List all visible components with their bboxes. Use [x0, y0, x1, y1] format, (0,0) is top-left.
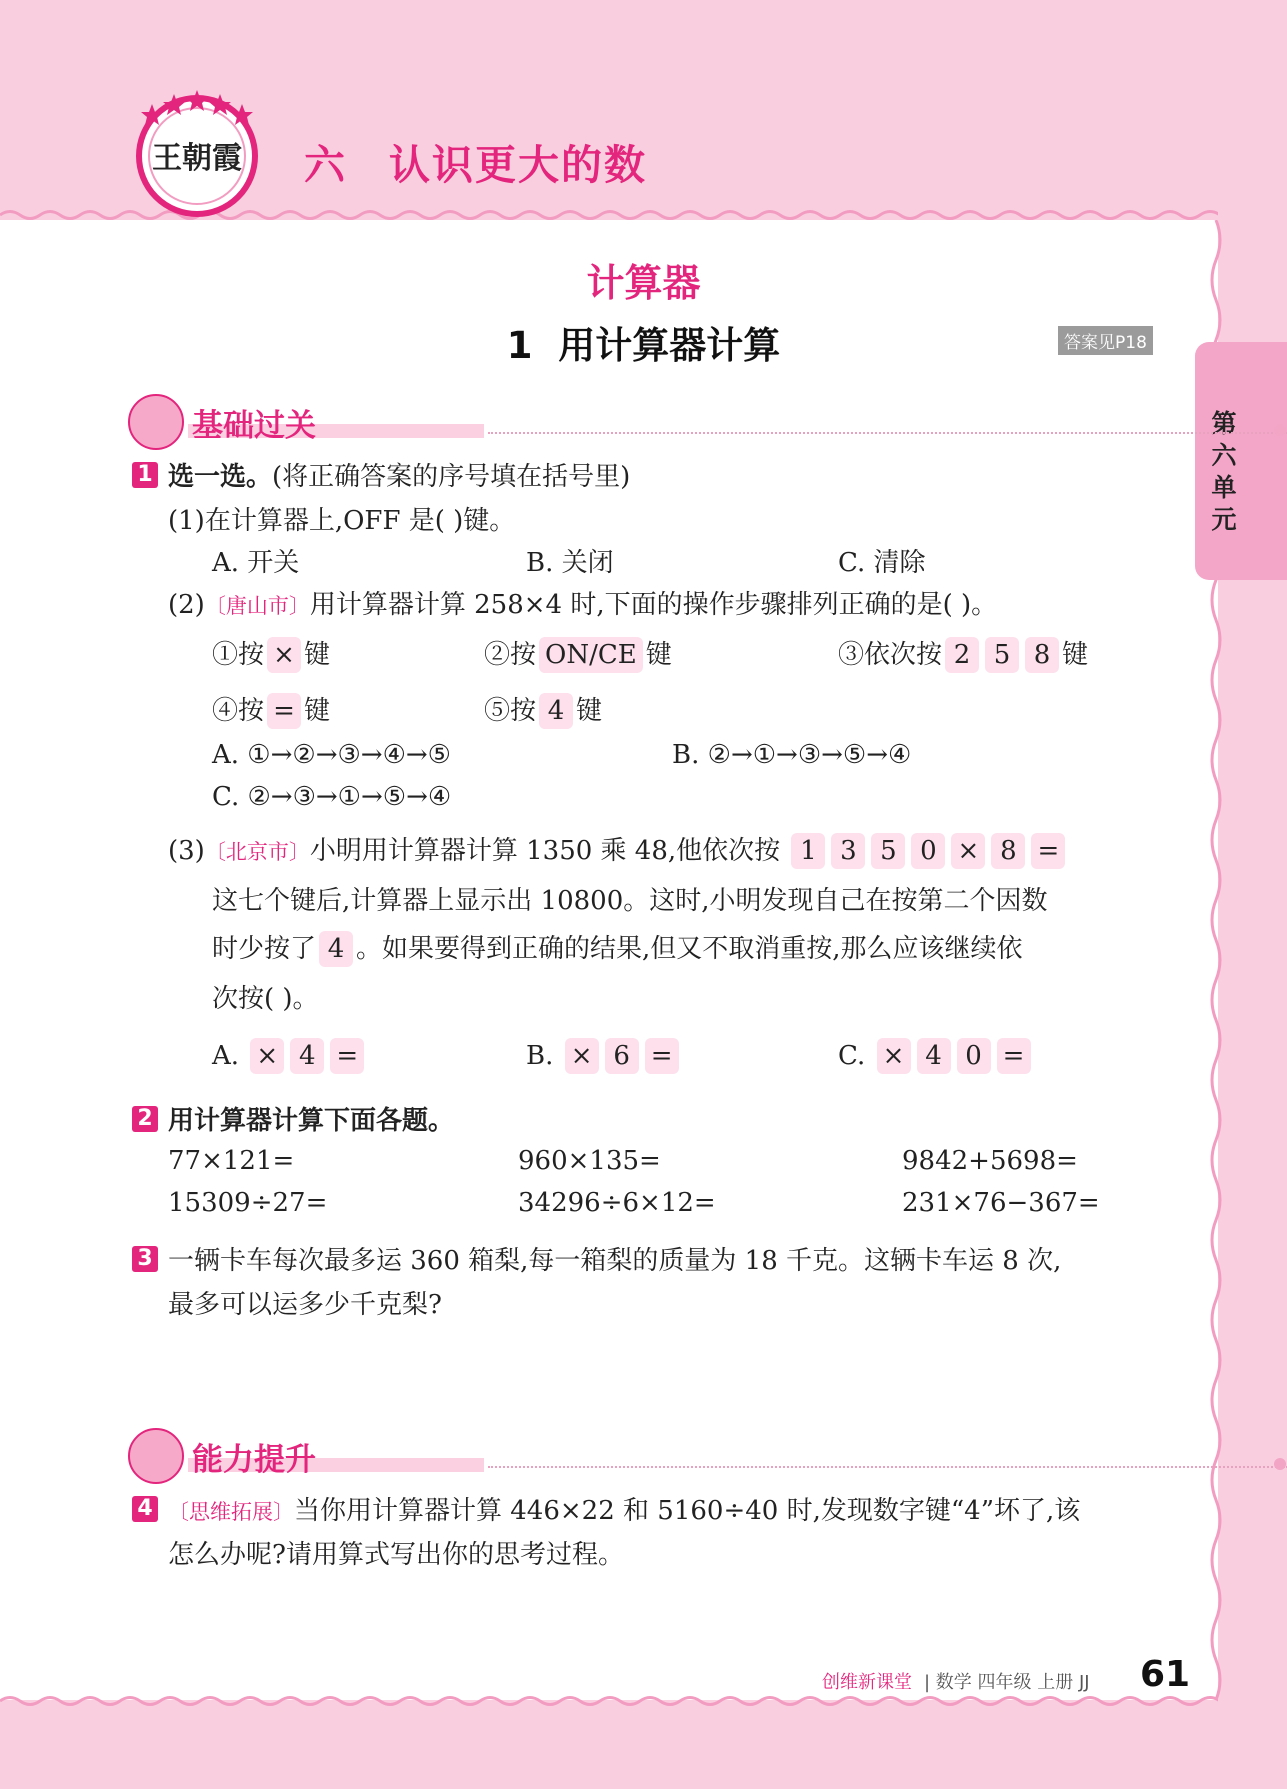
q1-part3-option-c[interactable] [838, 1038, 1034, 1074]
q1-part3-option-b[interactable] [526, 1038, 682, 1074]
q1-part2-step3 [838, 634, 1088, 673]
question-2-number: 2 [132, 1106, 158, 1132]
key-8: 8 [991, 833, 1025, 869]
key-0: 0 [911, 833, 945, 869]
line3-post: 。如果要得到正确的结果,但又不取消重按,那么应该继续依 [356, 934, 1023, 964]
q1-part2-source: 〔唐山市〕 [204, 594, 310, 618]
chapter-heading [304, 132, 647, 191]
footer-book-info: 数学 四年级 上册 JJ [935, 1672, 1090, 1693]
chapter-title: 认识更大的数 [389, 141, 647, 189]
question-4-line1 [168, 1490, 1080, 1527]
q1-part1-option-b[interactable]: B. 关闭 [526, 548, 614, 578]
on-ce-key: ON/CE [539, 637, 643, 673]
equals-key: = [330, 1038, 364, 1074]
lesson-name: 用计算器计算 [558, 324, 781, 367]
key-4: 4 [319, 931, 353, 967]
q1-part2-step1 [212, 634, 330, 673]
calc-item: 15309÷27= [168, 1188, 328, 1218]
equals-key: = [267, 693, 301, 729]
digit-key: 4 [539, 693, 573, 729]
section-title: 计算器 [586, 261, 701, 305]
q1-part1-option-a[interactable]: A. 开关 [212, 548, 300, 578]
key-4: 4 [290, 1038, 324, 1074]
equals-key: = [997, 1038, 1031, 1074]
question-1-heading [168, 456, 630, 493]
q1-part2-option-b[interactable]: B. ②→①→③→⑤→④ [672, 740, 912, 770]
multiply-key: × [267, 637, 301, 673]
q1-part3-prefix: (3) [168, 836, 205, 866]
digit-key: 5 [985, 637, 1019, 673]
question-4-line2: 怎么办呢?请用算式写出你的思考过程。 [168, 1540, 624, 1570]
lesson-number: 1 [506, 324, 533, 367]
question-1-title: 选一选。 [168, 462, 273, 492]
option-a-label: A. [212, 1041, 240, 1071]
logo-text: 王朝霞 [152, 141, 242, 176]
step3-label: ③依次按 [838, 640, 943, 670]
multiply-key: × [250, 1038, 284, 1074]
q1-part3-source: 〔北京市〕 [204, 840, 310, 864]
key-0: 0 [957, 1038, 991, 1074]
step1-suffix: 键 [304, 640, 331, 670]
q1-part3-line4: 次按( )。 [212, 984, 319, 1014]
multiply-key: × [951, 833, 985, 869]
q1-part3-line2: 这七个键后,计算器上显示出 10800。这时,小明发现自己在按第二个因数 [212, 886, 1048, 916]
bottom-wave-border [0, 1694, 1218, 1708]
calc-item: 9842+5698= [902, 1146, 1078, 1176]
key-1: 1 [791, 833, 825, 869]
equals-key: = [1031, 833, 1065, 869]
option-c-label: C. [838, 1041, 866, 1071]
question-3-number: 3 [132, 1246, 158, 1272]
step4-label: ④按 [212, 696, 265, 726]
line3-pre: 时少按了 [212, 934, 317, 964]
calc-item: 231×76−367= [902, 1188, 1100, 1218]
step2-label: ②按 [484, 640, 537, 670]
advanced-banner [128, 1428, 1287, 1480]
equals-key: = [645, 1038, 679, 1074]
footer-brand: 创维新课堂 [822, 1672, 912, 1693]
key-4: 4 [917, 1038, 951, 1074]
q1-part1-stem: (1)在计算器上,OFF 是( )键。 [168, 506, 516, 536]
q4-source: 〔思维拓展〕 [168, 1500, 294, 1524]
unit-side-tab-label: 第六单元 [1211, 409, 1237, 534]
calc-item: 960×135= [518, 1146, 661, 1176]
q1-part2-option-c[interactable]: C. ②→③→①→⑤→④ [212, 782, 452, 812]
question-1-number: 1 [132, 462, 158, 488]
question-3-line2: 最多可以运多少千克梨? [168, 1290, 442, 1320]
step5-suffix: 键 [576, 696, 603, 726]
step2-suffix: 键 [645, 640, 672, 670]
q1-part2-stem [168, 584, 997, 621]
answer-reference: 答案见P18 [1058, 326, 1153, 355]
question-3-line1: 一辆卡车每次最多运 360 箱梨,每一箱梨的质量为 18 千克。这辆卡车运 8 次, [168, 1246, 1062, 1276]
question-2-title: 用计算器计算下面各题。 [168, 1106, 455, 1136]
girl-face-icon [128, 1428, 184, 1484]
q1-part2-text: 用计算器计算 258×4 时,下面的操作步骤排列正确的是( )。 [309, 590, 998, 620]
key-6: 6 [605, 1038, 639, 1074]
digit-key: 8 [1025, 637, 1059, 673]
q1-part1-option-c[interactable]: C. 清除 [838, 548, 926, 578]
multiply-key: × [877, 1038, 911, 1074]
multiply-key: × [565, 1038, 599, 1074]
option-b-label: B. [526, 1041, 554, 1071]
q1-part3-line3 [212, 928, 1023, 967]
q1-part3-text: 小明用计算器计算 1350 乘 48,他依次按 [309, 836, 781, 866]
q1-part2-step4 [212, 690, 330, 729]
q1-part2-step5 [484, 690, 602, 729]
step3-suffix: 键 [1062, 640, 1089, 670]
q1-part2-option-a[interactable]: A. ①→②→③→④→⑤ [212, 740, 451, 770]
q1-part2-prefix: (2) [168, 590, 205, 620]
question-1-note: (将正确答案的序号填在括号里) [272, 462, 631, 492]
q4-text: 当你用计算器计算 446×22 和 5160÷40 时,发现数字键“4”坏了,该 [294, 1496, 1081, 1526]
q1-part2-step2 [484, 634, 672, 673]
q1-part3-option-a[interactable] [212, 1038, 367, 1074]
page-number: 61 [1140, 1654, 1191, 1695]
calc-item: 34296÷6×12= [518, 1188, 716, 1218]
step4-suffix: 键 [304, 696, 331, 726]
key-5: 5 [871, 833, 905, 869]
q1-part3-line1 [168, 830, 1068, 869]
basic-banner [128, 394, 1287, 446]
brand-logo [132, 88, 262, 218]
digit-key: 2 [945, 637, 979, 673]
step5-label: ⑤按 [484, 696, 537, 726]
calc-item: 77×121= [168, 1146, 295, 1176]
key-3: 3 [831, 833, 865, 869]
girl-face-icon [128, 394, 184, 450]
basic-banner-title: 基础过关 [192, 408, 316, 444]
footer-info: | 数学 四年级 上册 JJ [924, 1672, 1090, 1693]
step1-label: ①按 [212, 640, 265, 670]
question-4-number: 4 [132, 1496, 158, 1522]
chapter-number: 六 [304, 141, 347, 189]
advanced-banner-title: 能力提升 [192, 1442, 316, 1478]
